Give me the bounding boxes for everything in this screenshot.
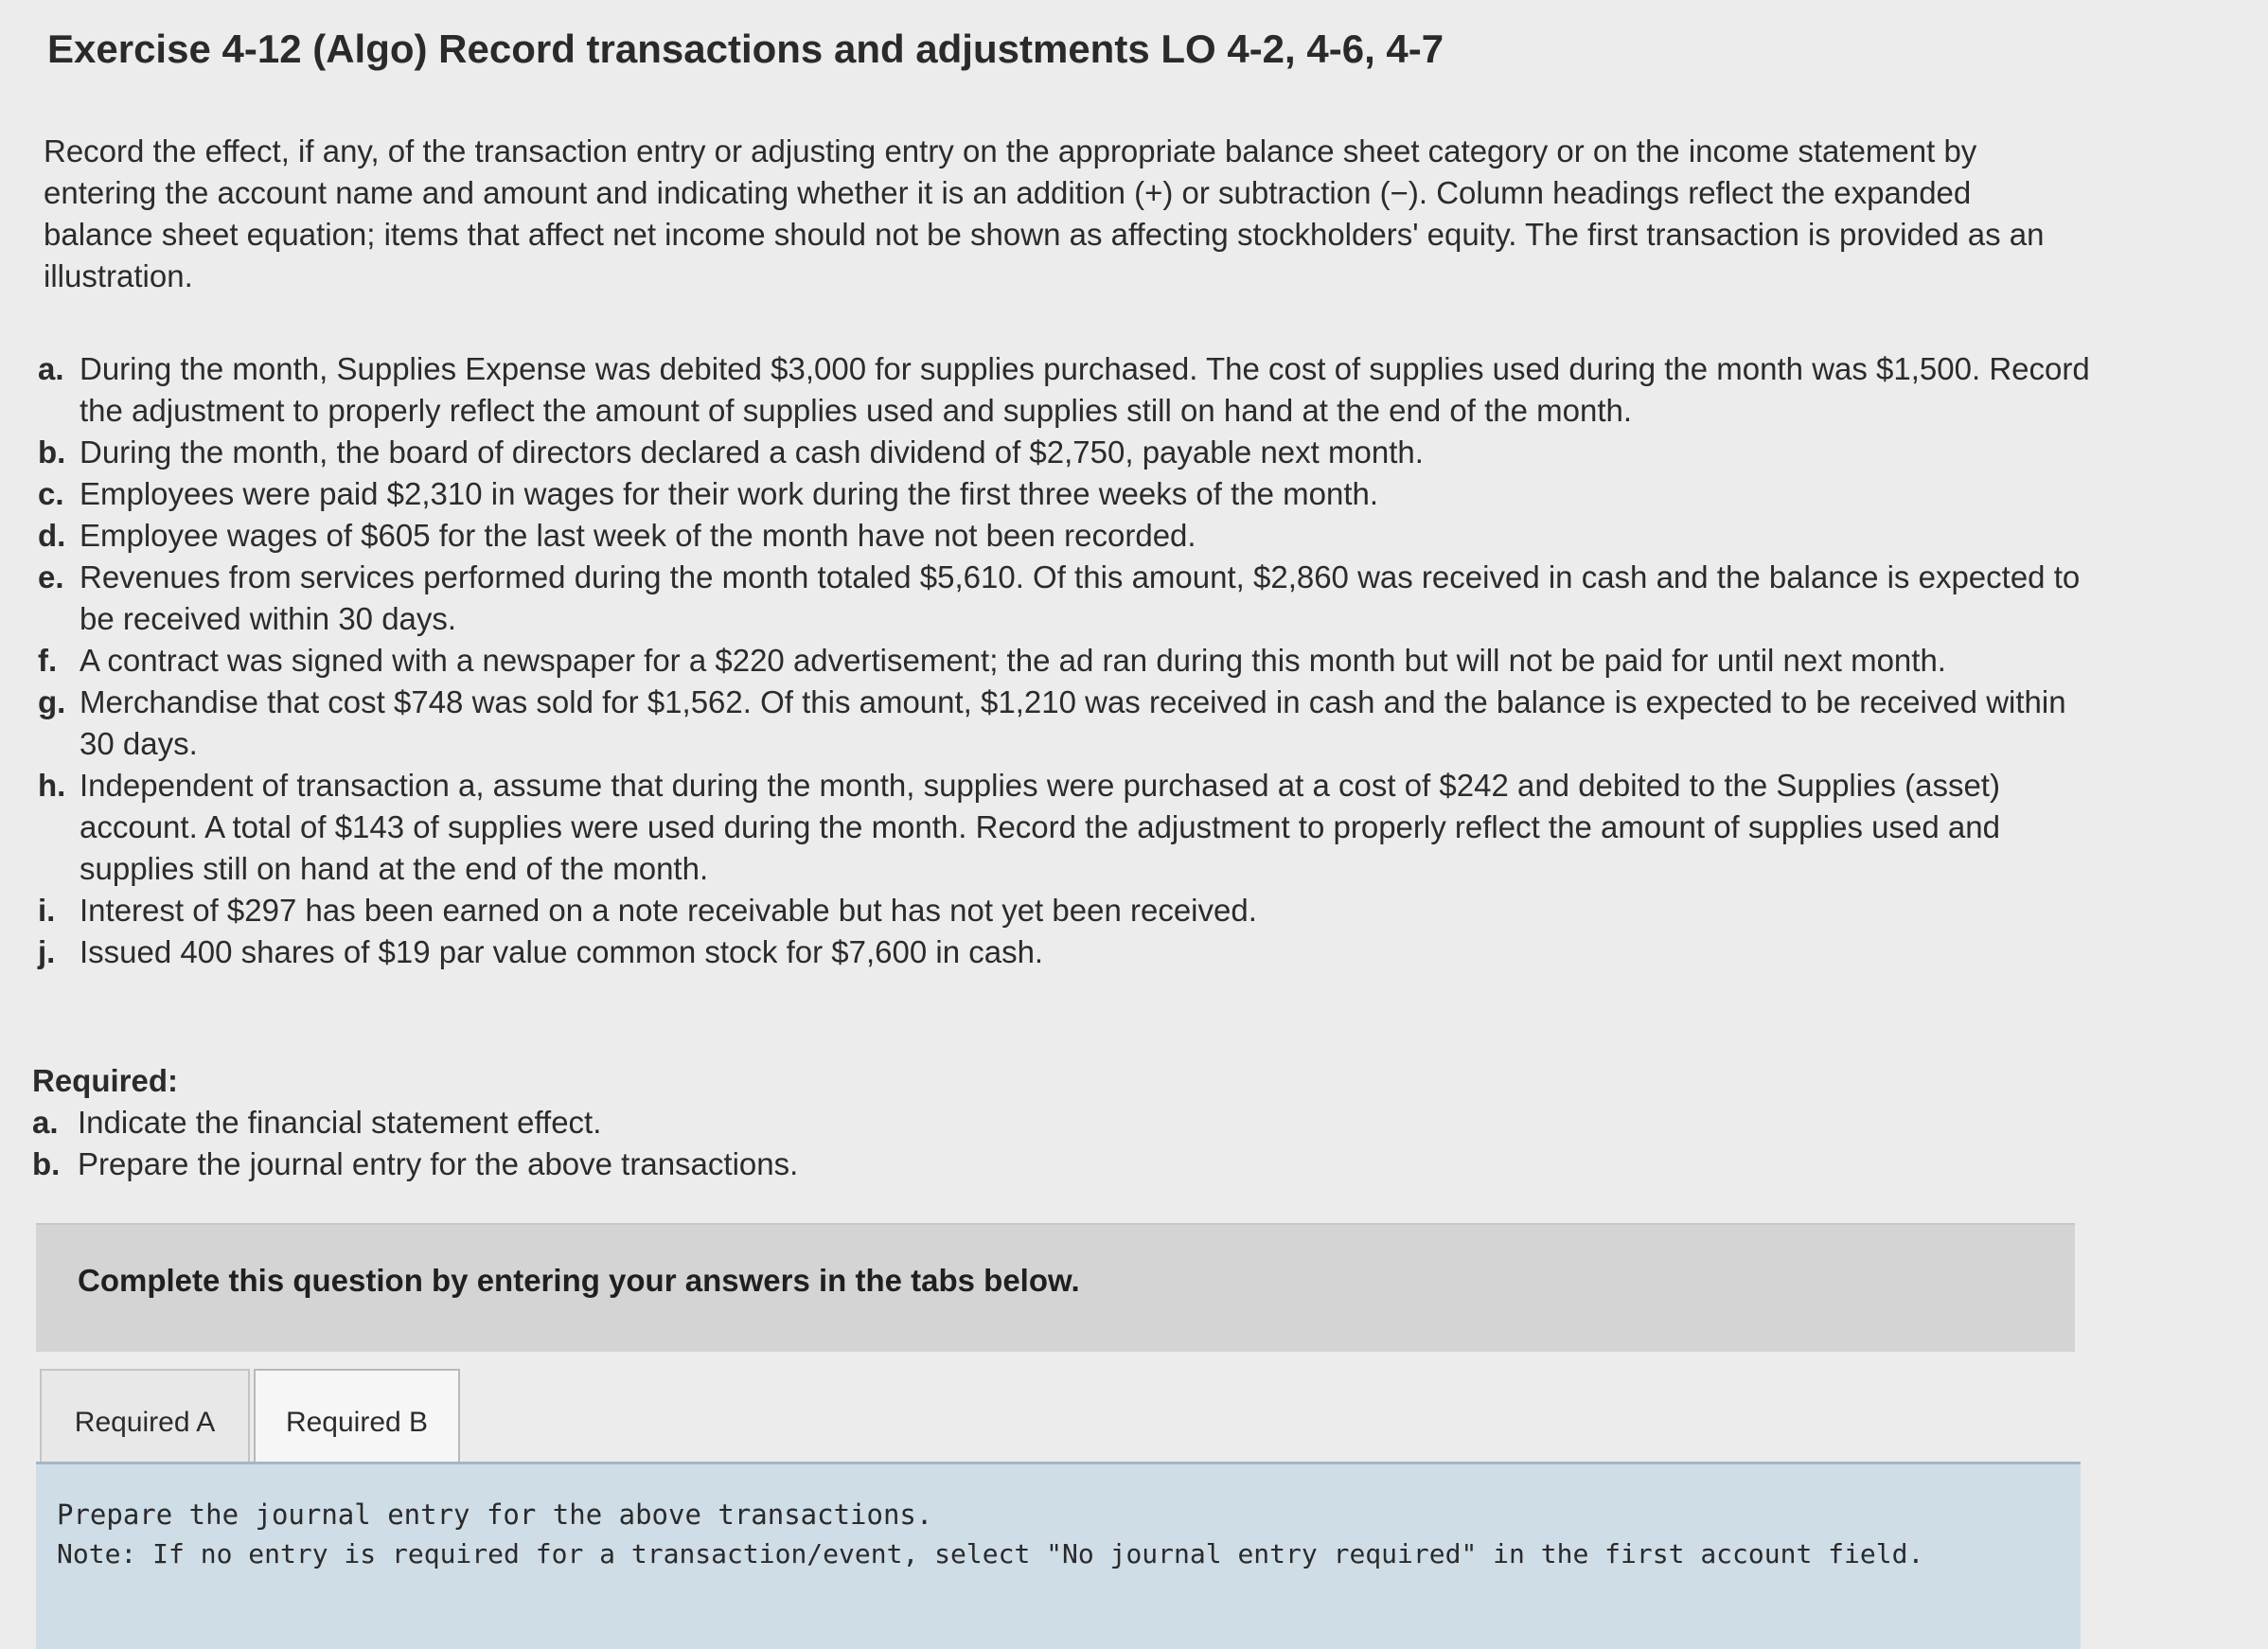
list-item [38, 931, 2092, 973]
item-letter: h. [38, 768, 66, 803]
list-item [38, 432, 2092, 473]
required-letter: b. [32, 1146, 61, 1181]
list-item [38, 557, 2092, 640]
required-section [32, 1060, 798, 1185]
list-item [38, 890, 2092, 931]
tab-label: Required A [74, 1407, 216, 1438]
tab-required-a[interactable] [40, 1369, 250, 1475]
item-letter: d. [38, 518, 66, 553]
instructions-bar [36, 1223, 2075, 1352]
item-text: Employees were paid $2,310 in wages for their work during the first three weeks of the month. [80, 476, 1379, 511]
item-text: Merchandise that cost $748 was sold for $1,562. Of this amount, $1,210 was received in cash and the balance is expected to be received within 30 days. [80, 684, 2066, 761]
transaction-list [38, 348, 2092, 973]
item-text: Interest of $297 has been earned on a note receivable but has not yet been received. [80, 893, 1257, 928]
tab-required-b[interactable] [254, 1369, 460, 1475]
item-letter: a. [38, 351, 64, 386]
list-item [38, 348, 2092, 432]
item-text: Revenues from services performed during the month totaled $5,610. Of this amount, $2,860 was received in cash and the balance is expected to be received within 30 days. [80, 559, 2081, 636]
panel-note: Note: If no entry is required for a transaction/event, select "No journal entry required" in the first account field. [57, 1538, 1924, 1569]
tab-label: Required B [285, 1407, 429, 1438]
required-letter: a. [32, 1105, 59, 1140]
required-item [32, 1144, 798, 1185]
intro-text: Record the effect, if any, of the transaction entry or adjusting entry on the appropriate balance sheet category or on the income statement by entering the account name and amount and indicating whether it is an addition (+) or subtraction (−). Column headings reflect the expanded balance sheet equation; items that affect net income should not be shown as affecting stockholders' equity. The first transaction is provided as an illustration. [44, 133, 2045, 293]
item-text: Independent of transaction a, assume that during the month, supplies were purchased at a cost of $242 and debited to the Supplies (asset) account. A total of $143 of supplies were used during the month. Record the adjustment to properly reflect the amount of supplies used and supplies still on hand at the end of the month. [80, 768, 2000, 886]
item-letter: b. [38, 434, 66, 470]
item-letter: c. [38, 476, 64, 511]
item-letter: e. [38, 559, 64, 594]
required-text: Indicate the financial statement effect. [78, 1105, 602, 1140]
list-item [38, 640, 2092, 682]
panel-instruction: Prepare the journal entry for the above transactions. [57, 1498, 933, 1531]
tab-content-panel [36, 1462, 2081, 1649]
item-letter: i. [38, 893, 56, 928]
list-item [38, 473, 2092, 515]
item-text: Employee wages of $605 for the last week of the month have not been recorded. [80, 518, 1196, 553]
list-item [38, 515, 2092, 557]
item-letter: j. [38, 934, 56, 969]
instructions-text: Complete this question by entering your answers in the tabs below. [78, 1263, 1080, 1298]
required-item [32, 1102, 798, 1144]
required-text: Prepare the journal entry for the above transactions. [78, 1146, 799, 1181]
list-item [38, 682, 2092, 765]
list-item [38, 765, 2092, 890]
item-text: During the month, Supplies Expense was debited $3,000 for supplies purchased. The cost of supplies used during the month was $1,500. Record the adjustment to properly reflect the amount of supplies used and supplies still on hand at the end of the month. [80, 351, 2090, 428]
item-letter: f. [38, 643, 58, 678]
exercise-title: Exercise 4-12 (Algo) Record transactions and adjustments LO 4-2, 4-6, 4-7 [47, 27, 1444, 71]
item-text: Issued 400 shares of $19 par value common stock for $7,600 in cash. [80, 934, 1044, 969]
item-text: A contract was signed with a newspaper for a $220 advertisement; the ad ran during this month but will not be paid for until next month. [80, 643, 1946, 678]
item-text: During the month, the board of directors declared a cash dividend of $2,750, payable next month. [80, 434, 1424, 470]
item-letter: g. [38, 684, 66, 719]
required-heading: Required: [32, 1063, 179, 1098]
